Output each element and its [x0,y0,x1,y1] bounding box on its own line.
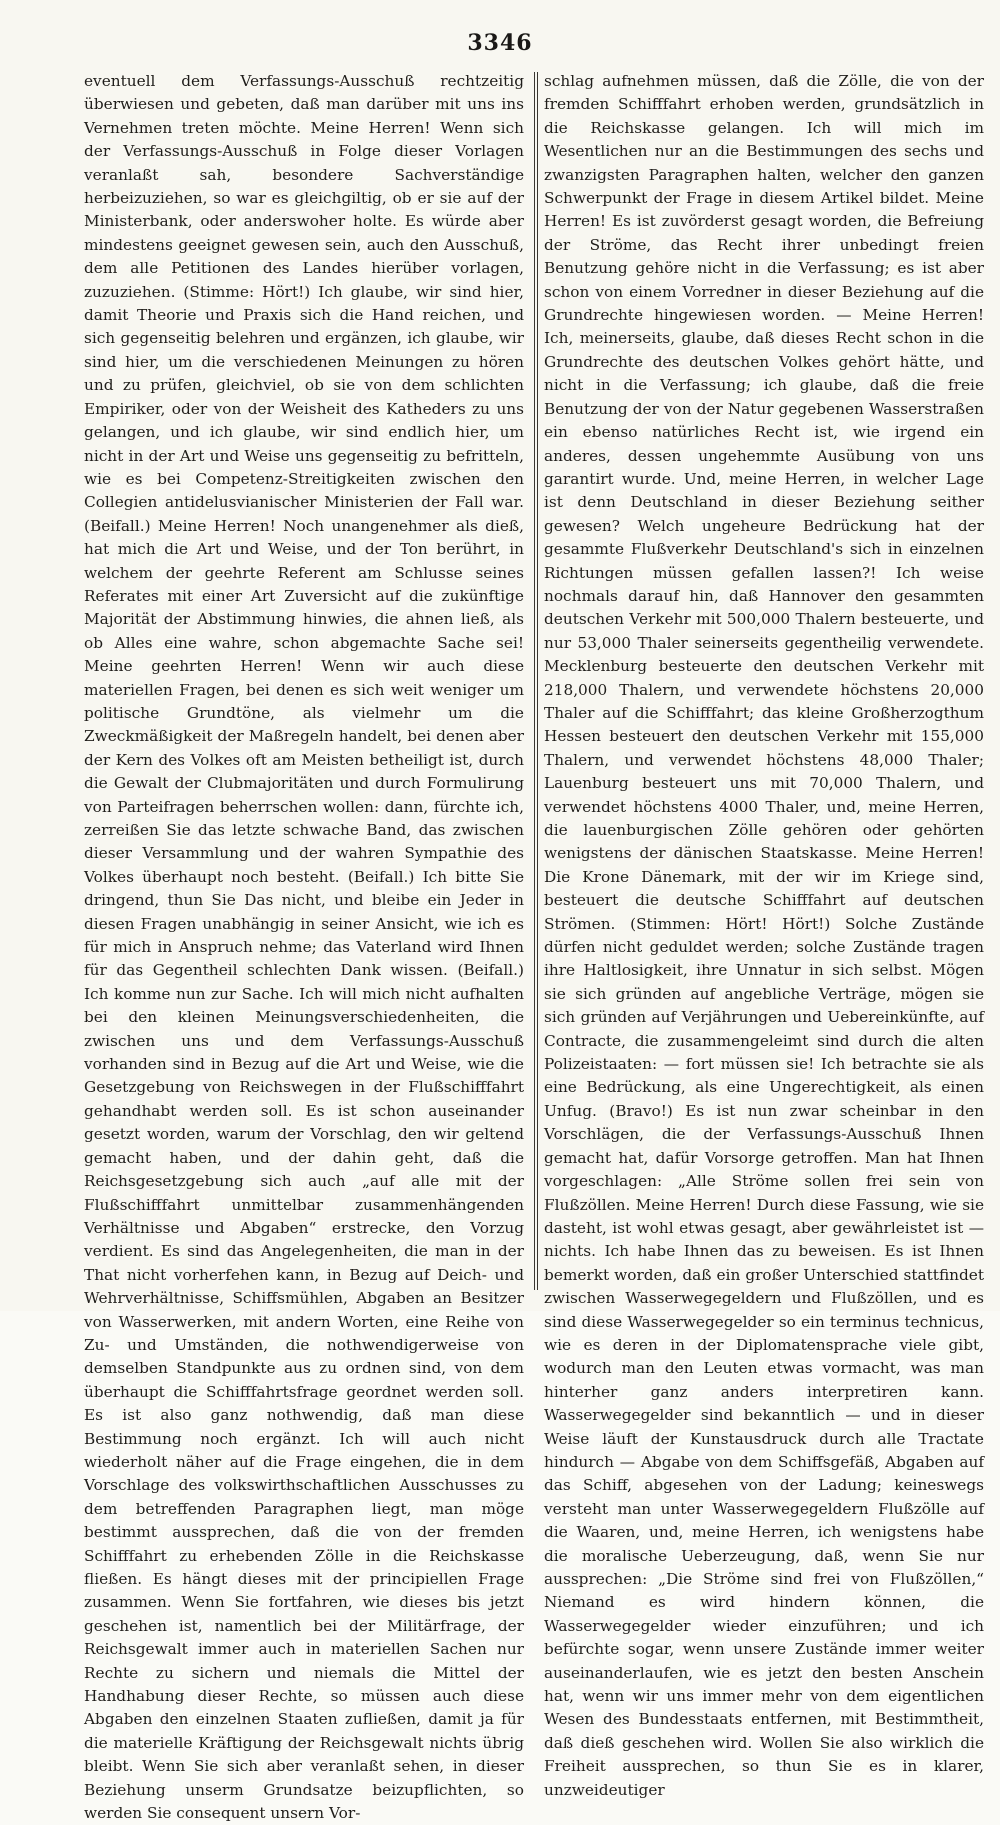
column-divider-rule [534,72,535,1290]
column-divider-rule-inner [537,72,538,1290]
text-column-right [544,70,984,1799]
text-column-left [84,70,524,1823]
column-right-text: schlag aufnehmen müssen, daß die Zölle, die von der fremden Schifffahrt erhoben werden, grundsätzlich in die Reichskasse gelangen. Ich will mich im Wesentlichen nur an die Bestimmungen des sechs und zwanzigsten Paragraphen halten, welcher den ganzen Schwerpunkt der Frage in diesem Artikel bildet. Meine Herren! Es ist zuvörderst gesagt worden, die Befreiung der Ströme, das Recht ihrer unbedingt freien Benutzung gehöre nicht in die Verfassung; es ist aber schon von einem Vorredner in dieser Beziehung auf die Grundrechte hingewiesen worden. — Meine Herren! Ich, meinerseits, glaube, daß dieses Recht schon in die Grundrechte des deutschen Volkes gehört hätte, und nicht in die Verfassung; ich glaube, daß die freie Benutzung der von der Natur gegebenen Wasserstraßen ein ebenso natürliches Recht ist, wie irgend ein anderes, dessen ungehemmte Ausübung von uns garantirt wurde. Und, meine Herren, in welcher Lage ist denn Deutschland in dieser Beziehung seither gewesen? Welch ungeheure Bedrückung hat der gesammte Flußverkehr Deutschland's sich in einzelnen Richtungen müssen gefallen lassen?! Ich weise nochmals darauf hin, daß Hannover den gesammten deutschen Verkehr mit 500,000 Thalern besteuerte, und nur 53,000 Thaler seinerseits gegentheilig verwendete. Mecklenburg besteuerte den deutschen Verkehr mit 218,000 Thalern, und verwendete höchstens 20,000 Thaler auf die Schifffahrt; das kleine Großherzogthum Hessen besteuert den deutschen Verkehr mit 155,000 Thalern, und verwendet höchstens 48,000 Thaler; Lauenburg besteuert uns mit 70,000 Thalern, und verwendet höchstens 4000 Thaler, und, meine Herren, die lauenburgischen Zölle gehören oder gehörten wenigstens der dänischen Staatskasse. Meine Herren! Die Krone Dänemark, mit der wir im Kriege sind, besteuert die deutsche Schifffahrt auf deutschen Strömen. (Stimmen: Hört! Hört!) Solche Zustände dürfen nicht geduldet werden; solche Zustände tragen ihre Haltlosigkeit, ihre Unnatur in sich selbst. Mögen sie sich gründen auf angebliche Verträge, mögen sie sich gründen auf Verjährungen und Uebereinkünfte, auf Contracte, die zusammengeleimt sind durch die alten Polizeistaaten: — fort müssen sie! Ich betrachte sie als eine Bedrückung, als eine Ungerechtigkeit, als einen Unfug. (Bravo!) Es ist nun zwar scheinbar in den Vorschlägen, die der Verfassungs-Ausschuß Ihnen gemacht hat, dafür Vorsorge getroffen. Man hat Ihnen vorgeschlagen: „Alle Ströme sollen frei sein von Flußzöllen. Meine Herren! Durch diese Fassung, wie sie dasteht, ist wohl etwas gesagt, aber gewährleistet ist — nichts. Ich habe Ihnen das zu beweisen. Es ist Ihnen bemerkt worden, daß ein großer Unterschied stattfindet zwischen Wasserwegegeldern und Flußzöllen, und es sind diese Wasserwegegelder so ein terminus technicus, wie es deren in der Diplomatensprache viele gibt, wodurch man den Leuten etwas vormacht, was man hinterher ganz anders interpretiren kann. Wasserwegegelder sind bekanntlich — und in dieser Weise läuft der Kunstausdruck durch alle Tractate hindurch — Abgabe von dem Schiffsgefäß, Abgaben auf das Schiff, abgesehen von der Ladung; keineswegs versteht man unter Wasserwegegeldern Flußzölle auf die Waaren, und, meine Herren, ich wenigstens habe die moralische Ueberzeugung, daß, wenn Sie nur aussprechen: „Die Ströme sind frei von Flußzöllen,“ Niemand es wird hindern können, die Wasserwegegelder wieder einzuführen; und ich befürchte sogar, wenn unsere Zustände immer weiter auseinanderlaufen, wie es jetzt den besten Anschein hat, wenn wir uns immer mehr von dem eigentlichen Wesen des Bundesstaats entfernen, mit Bestimmtheit, daß dieß geschehen wird. Wollen Sie also wirklich die Freiheit aussprechen, so thun Sie es in klarer, unzweideutiger [544,72,984,1799]
column-left-text: eventuell dem Verfassungs-Ausschuß rechtzeitig überwiesen und gebeten, daß man darüber mit uns ins Vernehmen treten möchte. Meine Herren! Wenn sich der Verfassungs-Ausschuß in Folge dieser Vorlagen veranlaßt sah, besondere Sachverständige herbeizuziehen, so war es gleichgiltig, ob er sie auf der Ministerbank, oder anderswoher holte. Es würde aber mindestens geeignet gewesen sein, auch den Ausschuß, dem alle Petitionen des Landes hierüber vorlagen, zuzuziehen. (Stimme: Hört!) Ich glaube, wir sind hier, damit Theorie und Praxis sich die Hand reichen, und sich gegenseitig belehren und ergänzen, ich glaube, wir sind hier, um die verschiedenen Meinungen zu hören und zu prüfen, gleichviel, ob sie von dem schlichten Empiriker, oder von der Weisheit des Katheders zu uns gelangen, und ich glaube, wir sind endlich hier, um nicht in der Art und Weise uns gegenseitig zu befritteln, wie es bei Competenz-Streitigkeiten zwischen den Collegien antidelusvianischer Ministerien der Fall war. (Beifall.) Meine Herren! Noch unangenehmer als dieß, hat mich die Art und Weise, und der Ton berührt, in welchem der geehrte Referent am Schlusse seines Referates mit einer Art Zuversicht auf die zukünftige Majorität der Abstimmung hinwies, die ahnen ließ, als ob Alles eine wahre, schon abgemachte Sache sei! Meine geehrten Herren! Wenn wir auch diese materiellen Fragen, bei denen es sich weit weniger um politische Grundtöne, als vielmehr um die Zweckmäßigkeit der Maßregeln handelt, bei denen aber der Kern des Volkes oft am Meisten betheiligt ist, durch die Gewalt der Clubmajoritäten und durch Formulirung von Parteifragen beherrschen wollen: dann, fürchte ich, zerreißen Sie das letzte schwache Band, das zwischen dieser Versammlung und der wahren Sympathie des Volkes überhaupt noch besteht. (Beifall.) Ich bitte Sie dringend, thun Sie Das nicht, und bleibe ein Jeder in diesen Fragen unabhängig in seiner Ansicht, wie ich es für mich in Anspruch nehme; das Vaterland wird Ihnen für das Gegentheil schlechten Dank wissen. (Beifall.) Ich komme nun zur Sache. Ich will mich nicht aufhalten bei den kleinen Meinungsverschiedenheiten, die zwischen uns und dem Verfassungs-Ausschuß vorhanden sind in Bezug auf die Art und Weise, wie die Gesetzgebung von Reichswegen in der Flußschifffahrt gehandhabt werden soll. Es ist schon auseinander gesetzt worden, warum der Vorschlag, den wir geltend gemacht haben, und der dahin geht, daß die Reichsgesetzgebung sich auch „auf alle mit der Flußschifffahrt unmittelbar zusammenhängenden Verhältnisse und Abgaben“ erstrecke, den Vorzug verdient. Es sind das Angelegenheiten, die man in der That nicht vorherfehen kann, in Bezug auf Deich- und Wehrverhältnisse, Schiffsmühlen, Abgaben an Besitzer von Wasserwerken, mit andern Worten, eine Reihe von Zu- und Umständen, die nothwendigerweise von demselben Standpunkte aus zu ordnen sind, von dem überhaupt die Schifffahrtsfrage geordnet werden soll. Es ist also ganz nothwendig, daß man diese Bestimmung noch ergänzt. Ich will auch nicht wiederholt näher auf die Frage eingehen, die in dem Vorschlage des volkswirthschaftlichen Ausschusses zu dem betreffenden Paragraphen liegt, man möge bestimmt aussprechen, daß die von der fremden Schifffahrt zu erhebenden Zölle in die Reichskasse fließen. Es hängt dieses mit der principiellen Frage zusammen. Wenn Sie fortfahren, wie dieses bis jetzt geschehen ist, namentlich bei der Militärfrage, der Reichsgewalt immer auch in materiellen Sachen nur Rechte zu sichern und niemals die Mittel der Handhabung dieser Rechte, so müssen auch diese Abgaben den einzelnen Staaten zufließen, damit ja für die materielle Kräftigung der Reichsgewalt nichts übrig bleibt. Wenn Sie sich aber veranlaßt sehen, in dieser Beziehung unserm Grundsatze beizupflichten, so werden Sie consequent unsern Vor- [84,72,524,1823]
page-number: 3346 [467,30,533,56]
